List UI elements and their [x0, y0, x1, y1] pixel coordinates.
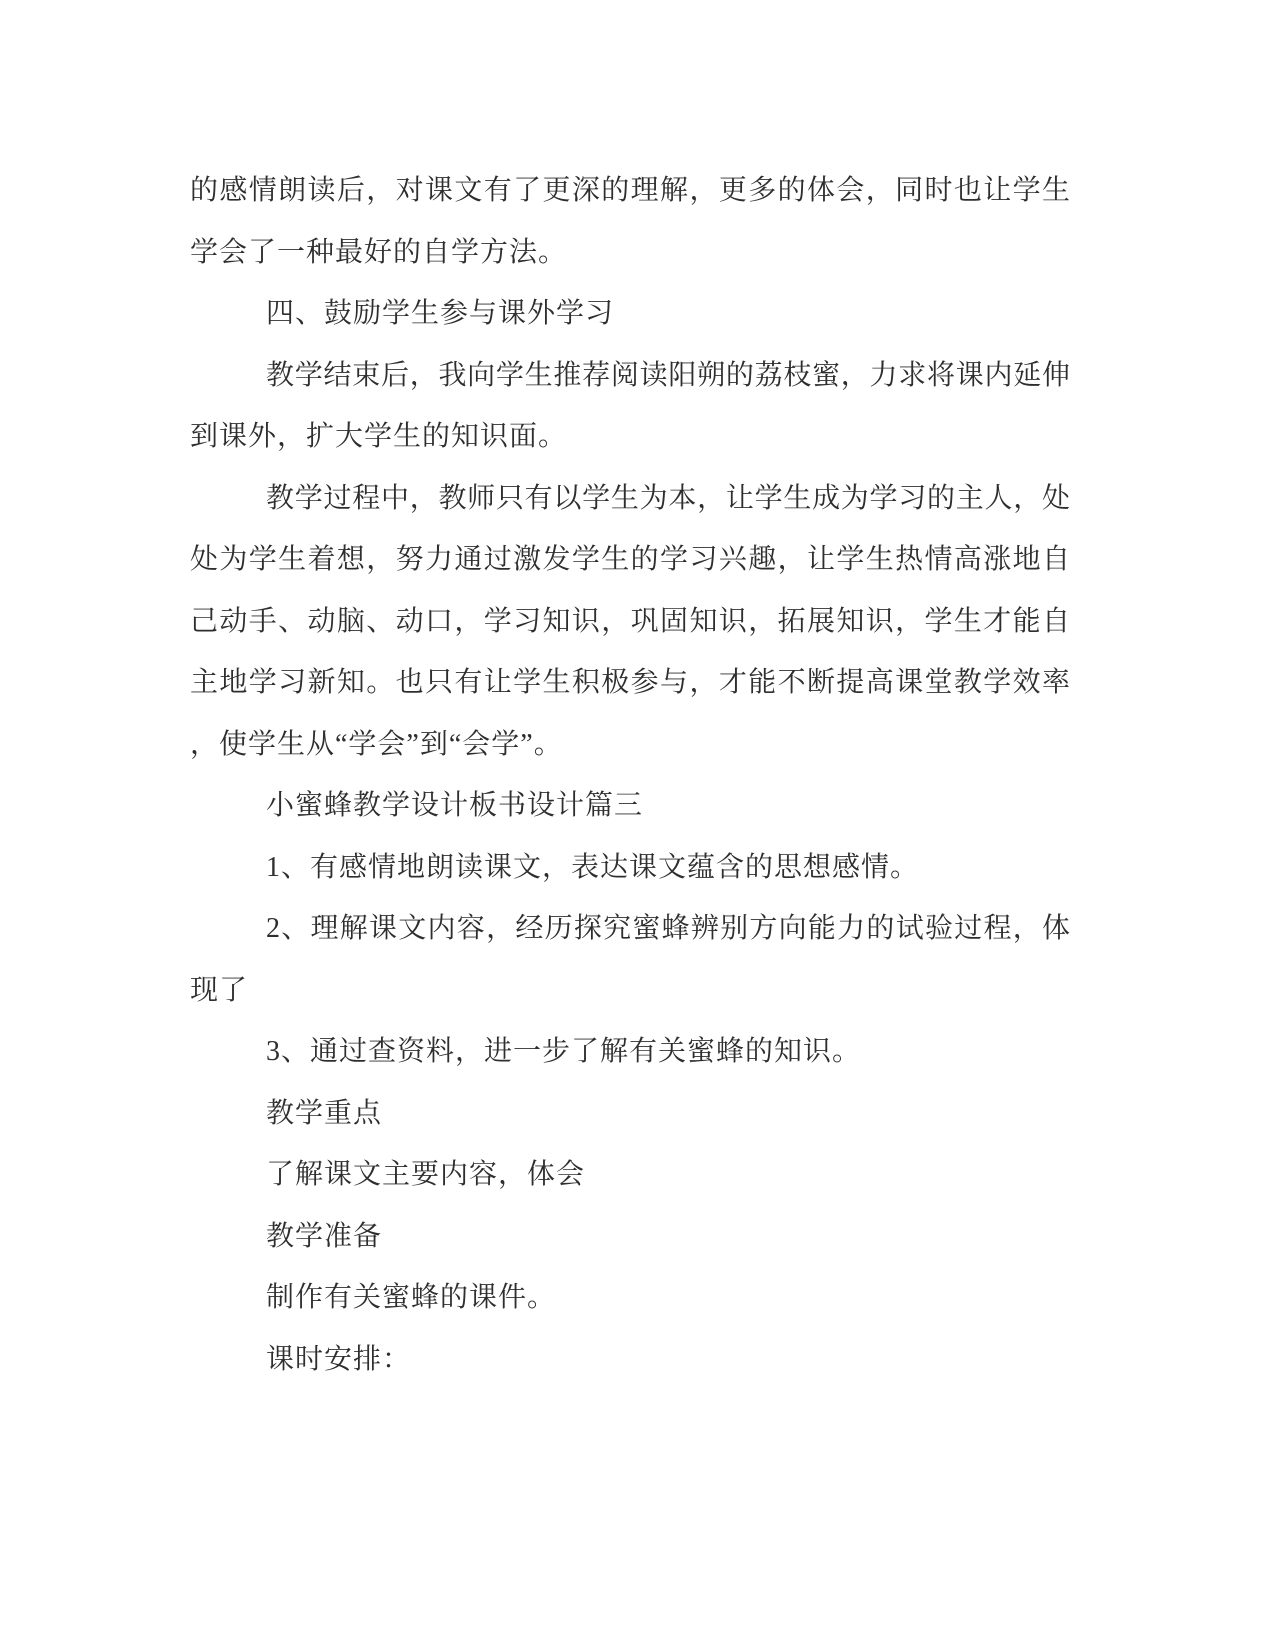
text-line: 教学过程中，教师只有以学生为本，让学生成为学习的主人，处 [266, 482, 1070, 514]
text-line: 课时安排： [266, 1343, 412, 1375]
document-body [190, 160, 1070, 1390]
text-line: 主地学习新知。也只有让学生积极参与，才能不断提高课堂教学效率 [190, 667, 1070, 698]
text-line: 四、鼓励学生参与课外学习 [266, 298, 615, 329]
text-line: 制作有关蜜蜂的课件。 [266, 1282, 557, 1313]
text-line: 教学重点 [266, 1097, 383, 1129]
text-line: 处为学生着想，努力通过激发学生的学习兴趣，让学生热情高涨地自 [190, 544, 1070, 575]
text-line: 学会了一种最好的自学方法。 [190, 236, 568, 268]
text-line: 1、有感情地朗读课文，表达课文蕴含的思想感情。 [266, 851, 920, 883]
text-line: 到课外，扩大学生的知识面。 [190, 421, 568, 452]
text-line: 的感情朗读后，对课文有了更深的理解，更多的体会，同时也让学生 [190, 175, 1070, 206]
text-line: 了解课文主要内容，体会 [266, 1159, 586, 1190]
text-line: 3、通过查资料，进一步了解有关蜜蜂的知识。 [266, 1036, 862, 1067]
text-line: 己动手、动脑、动口，学习知识，巩固知识，拓展知识，学生才能自 [190, 605, 1070, 637]
text-line: 现了 [190, 974, 249, 1006]
text-line: 2、理解课文内容，经历探究蜜蜂辨别方向能力的试验过程，体 [266, 913, 1070, 944]
text-line: 教学结束后，我向学生推荐阅读阳朔的荔枝蜜，力求将课内延伸 [266, 359, 1070, 391]
text-line: 教学准备 [266, 1220, 383, 1252]
text-line: ，使学生从“学会”到“会学”。 [190, 728, 563, 760]
text-line: 小蜜蜂教学设计板书设计篇三 [266, 790, 644, 821]
